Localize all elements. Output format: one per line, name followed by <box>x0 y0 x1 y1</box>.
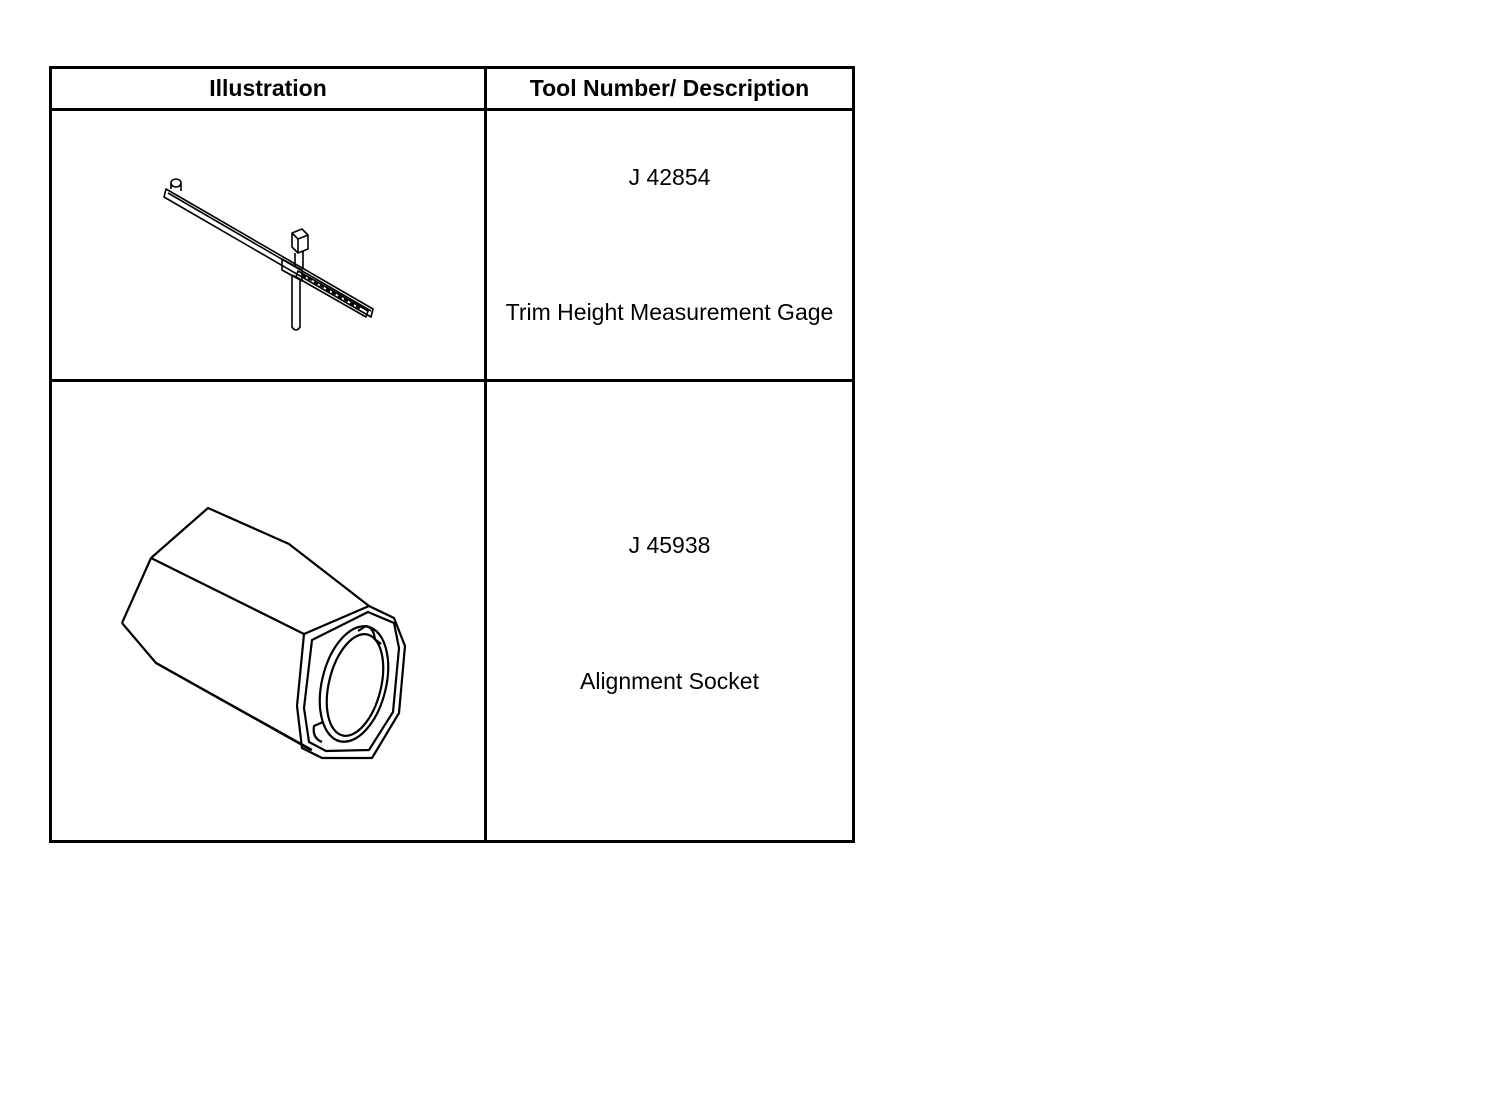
table-row-1-illustration-cell <box>52 111 484 382</box>
table-row-1-tool-cell <box>484 111 852 382</box>
tool-number: J 45938 <box>628 532 711 558</box>
table-row-2-illustration-cell <box>52 382 484 840</box>
table-row-2-tool-cell <box>484 382 852 840</box>
header-illustration: Illustration <box>52 69 484 111</box>
alignment-socket-icon <box>116 488 416 768</box>
tool-number: J 42854 <box>628 164 711 190</box>
tool-description: Alignment Socket <box>580 668 759 694</box>
header-tool-description: Tool Number/ Description <box>484 69 852 111</box>
tools-table <box>49 66 855 843</box>
trim-height-gage-icon <box>152 171 392 341</box>
tool-description: Trim Height Measurement Gage <box>505 299 834 325</box>
